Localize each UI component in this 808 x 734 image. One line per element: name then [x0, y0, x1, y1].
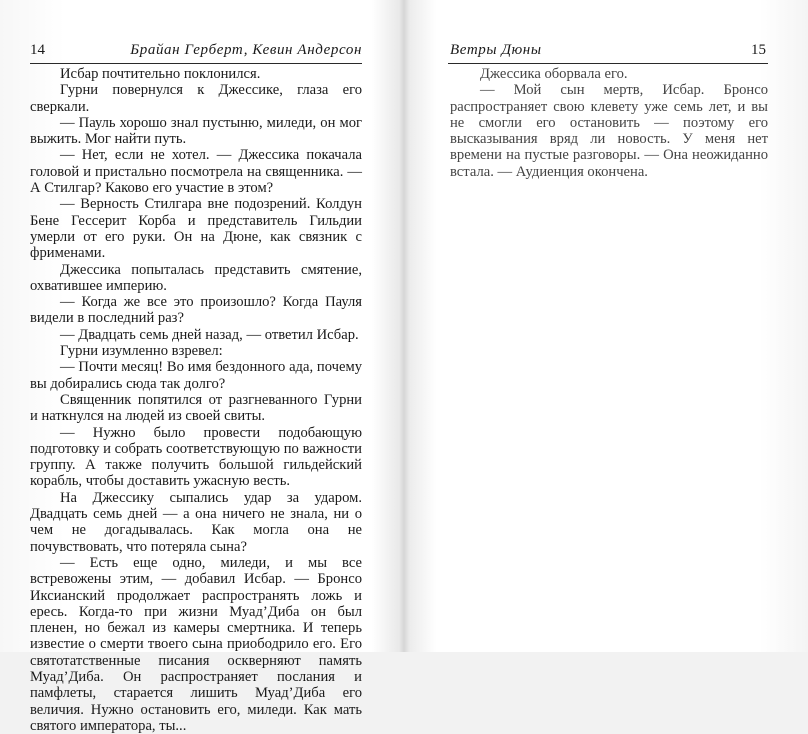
paragraph: Священник попятился от разгневанного Гурни и наткнулся на людей из своей свиты. — [30, 391, 362, 425]
paragraph: — Мой сын мертв, Исбар. Бронсо распространяет свою клевету уже семь лет, и вы не смогли его остановить — поэтому его высказывания вряд ли новость. У меня нет времени на пустые разговоры. — Она неожиданно встала. — Аудиенция окончена. — [450, 82, 768, 180]
left-page-header — [30, 40, 362, 60]
paragraph: Гурни изумленно взревел: — [60, 343, 223, 360]
page-number: 15 — [751, 42, 766, 58]
paragraph: — Нет, если не хотел. — Джессика покачала головой и пристально посмотрела на священника. — А Стилгар? Каково его участие в этом? — [30, 147, 362, 197]
paragraph: — Верность Стилгара вне подозрений. Колдун Бене Гессерит Корба и представитель Гильдии умерли от его руки. Он на Дюне, как связник с фрименами. — [30, 196, 362, 262]
left-page-text — [30, 66, 362, 734]
running-head: Ветры Дюны — [450, 42, 542, 58]
header-rule — [448, 63, 768, 64]
page-number: 14 — [30, 42, 45, 58]
paragraph: — Нужно было провести подобающую подготовку и собрать соответствующую по важности группу. А также получить большой гильдейский корабль, чтобы доставить ужасную весть. — [30, 424, 362, 490]
paragraph: — Почти месяц! Во имя бездонного ада, почему вы добирались сюда так долго? — [30, 359, 362, 392]
paragraph: Исбар почтительно поклонился. — [60, 66, 261, 82]
paragraph: Джессика попыталась представить смятение, охватившее империю. — [30, 261, 362, 294]
paragraph: — Пауль хорошо знал пустыню, миледи, он мог выжить. Мог найти путь. — [30, 114, 362, 148]
paragraph: — Когда же все это произошло? Когда Пауля видели в последний раз? — [30, 294, 362, 327]
paragraph: На Джессику сыпались удар за ударом. Двадцать семь дней — а она ничего не знала, ни о чем не догадывалась. Как могла она не почувствовать, что потеряла сына? — [30, 489, 362, 555]
paragraph: Гурни повернулся к Джессике, глаза его сверкали. — [30, 82, 362, 115]
running-head: Брайан Герберт, Кевин Андерсон — [130, 42, 362, 58]
right-page-header — [448, 40, 768, 60]
left-page — [0, 0, 400, 734]
paragraph: Джессика оборвала его. — [480, 66, 628, 82]
paragraph: — Есть еще одно, миледи, и мы все встревожены этим, — добавил Исбар. — Бронсо Иксианский продолжает распространять ложь и ересь. Когда-то при жизни Муад’Диба он был пленен, но бежал из камеры смертника. И теперь известие о смерти твоего сына приободрило его. Его святотатственные писания оскверняют память Муад’Диба. Он распространяет послания и памфлеты, старается лишить Муад’Диба его величия. Нужно остановить его, миледи. Как мать святого императора, ты... — [30, 554, 362, 734]
paragraph: — Двадцать семь дней назад, — ответил Исбар. — [60, 326, 359, 343]
header-rule — [30, 63, 362, 64]
right-page — [404, 0, 808, 652]
right-page-text — [450, 66, 768, 180]
